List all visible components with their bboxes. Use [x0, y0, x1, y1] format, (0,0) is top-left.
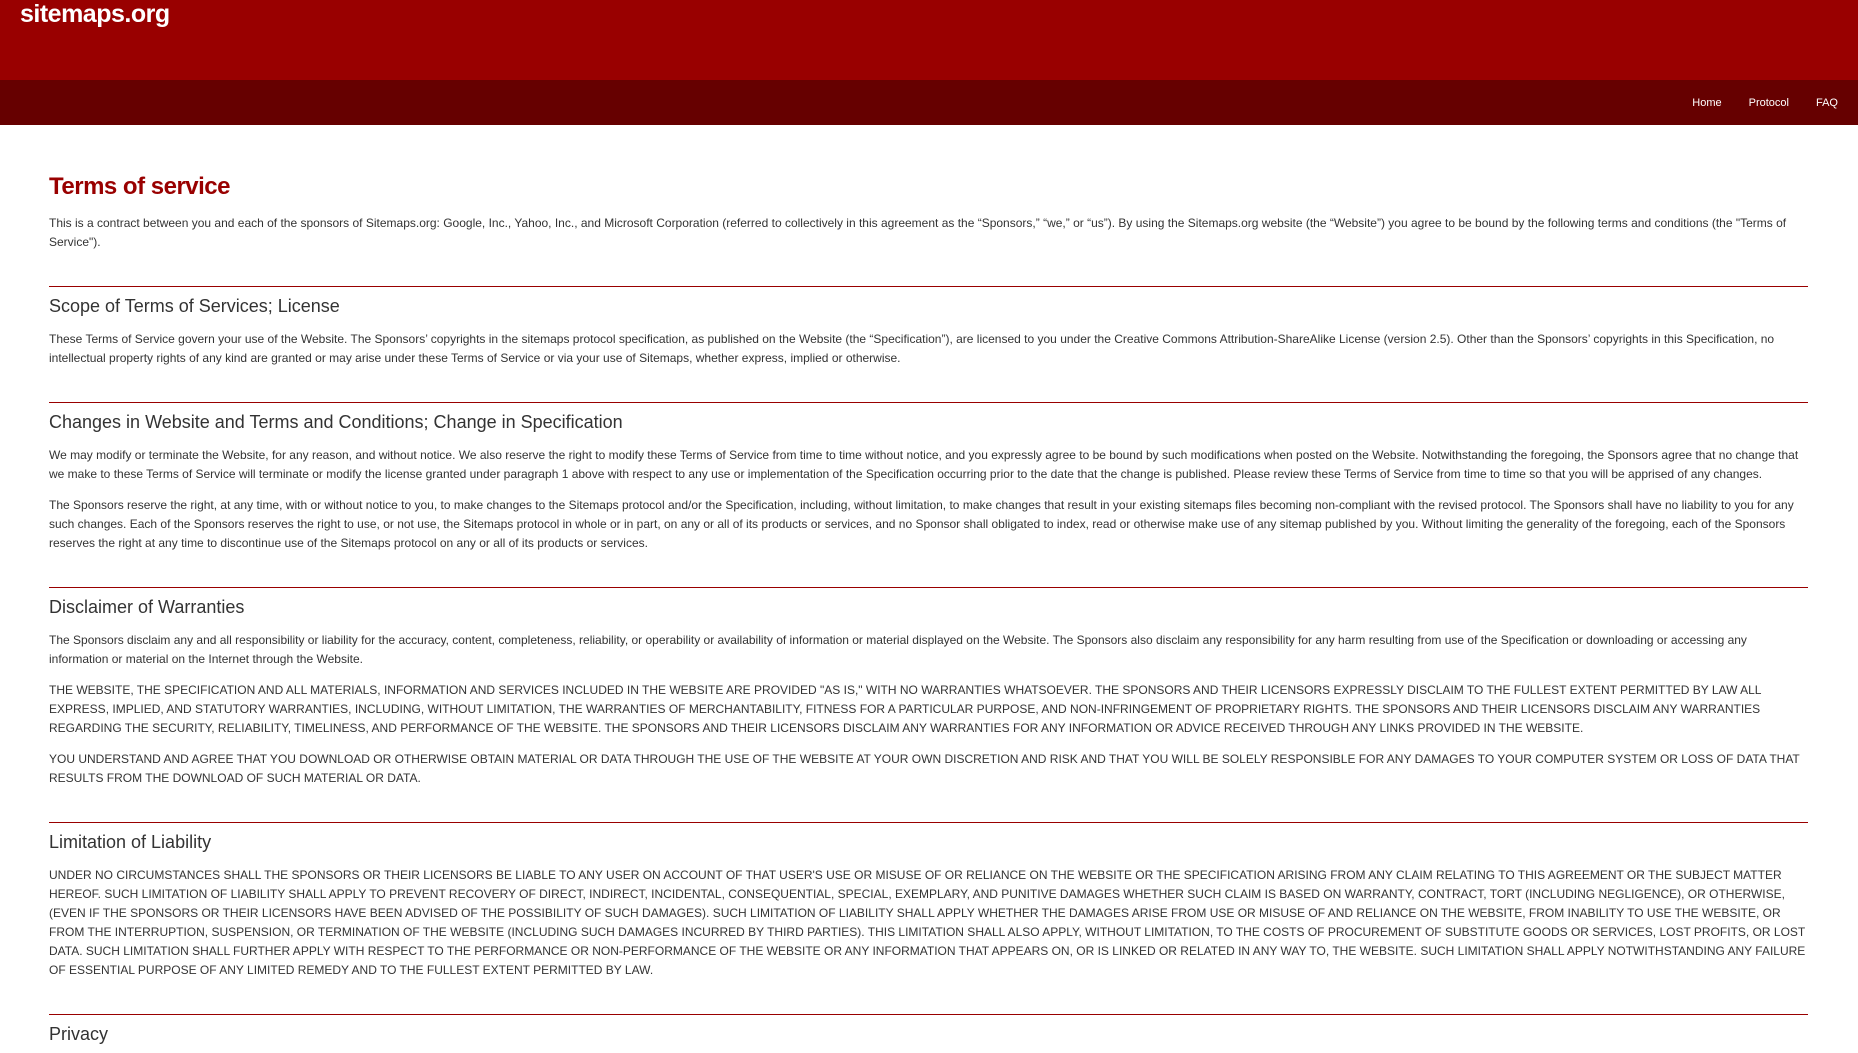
nav-faq-link[interactable]: FAQ: [1815, 96, 1838, 109]
section-heading: Limitation of Liability: [49, 832, 212, 852]
section-paragraph: The Sponsors disclaim any and all responsibility or liability for the accuracy, content, completeness, reliability, or operability or availability of information or material displayed on the Website. The Sponsors also disclaim any responsibility for any harm resulting from use of the Specification or downloading or accessing any information or material on the Internet through the Website.: [49, 633, 1747, 666]
section-heading: Disclaimer of Warranties: [49, 597, 245, 617]
nav-protocol-link[interactable]: Protocol: [1748, 96, 1789, 109]
main-content: [49, 170, 1808, 1047]
section-paragraph: UNDER NO CIRCUMSTANCES SHALL THE SPONSORS OR THEIR LICENSORS BE LIABLE TO ANY USER ON ACCOUNT OF THAT USER'S USE OR MISUSE OF OR RELIANCE ON THE WEBSITE OR THE SPECIFICATION ARISING FROM ANY CLAIM RELATING TO THIS AGREEMENT OR THE SUBJECT MATTER HEREOF. SUCH LIMITATION OF LIABILITY SHALL APPLY TO PREVENT RECOVERY OF DIRECT, INDIRECT, INCIDENTAL, CONSEQUENTIAL, SPECIAL, EXEMPLARY, AND PUNITIVE DAMAGES WHETHER SUCH CLAIM IS BASED ON WARRANTY, CONTRACT, TORT (INCLUDING NEGLIGENCE), OR OTHERWISE, (EVEN IF THE SPONSORS OR THEIR LICENSORS HAVE BEEN ADVISED OF THE POSSIBILITY OF SUCH DAMAGES). SUCH LIMITATION OF LIABILITY SHALL APPLY WHETHER THE DAMAGES ARISE FROM USE OR MISUSE OF AND RELIANCE ON THE WEBSITE, FROM INABILITY TO USE THE WEBSITE, OR FROM THE INTERRUPTION, SUSPENSION, OR TERMINATION OF THE WEBSITE (INCLUDING SUCH DAMAGES INCURRED BY THIRD PARTIES). THIS LIMITATION SHALL ALSO APPLY, WITHOUT LIMITATION, TO THE COSTS OF PROCUREMENT OF SUBSTITUTE GOODS OR SERVICES, LOST PROFITS, OR LOST DATA. SUCH LIMITATION SHALL FURTHER APPLY WITH RESPECT TO THE PERFORMANCE OR NON-PERFORMANCE OF THE WEBSITE OR ANY INFORMATION THAT APPEARS ON, OR IS LINKED OR RELATED IN ANY WAY TO, THE WEBSITE. SUCH LIMITATION SHALL APPLY NOTWITHSTANDING ANY FAILURE OF ESSENTIAL PURPOSE OF ANY LIMITED REMEDY AND TO THE FULLEST EXTENT PERMITTED BY LAW.: [49, 868, 1806, 977]
section-paragraph: THE WEBSITE, THE SPECIFICATION AND ALL MATERIALS, INFORMATION AND SERVICES INCLUDED IN THE WEBSITE ARE PROVIDED "AS IS," WITH NO WARRANTIES WHATSOEVER. THE SPONSORS AND THEIR LICENSORS EXPRESSLY DISCLAIM TO THE FULLEST EXTENT PERMITTED BY LAW ALL EXPRESS, IMPLIED, AND STATUTORY WARRANTIES, INCLUDING, WITHOUT LIMITATION, THE WARRANTIES OF MERCHANTABILITY, FITNESS FOR A PARTICULAR PURPOSE, AND NON-INFRINGEMENT OF PROPRIETARY RIGHTS. THE SPONSORS AND THEIR LICENSORS DISCLAIM ANY WARRANTIES REGARDING THE SECURITY, RELIABILITY, TIMELINESS, AND PERFORMANCE OF THE WEBSITE. THE SPONSORS AND THEIR LICENSORS DISCLAIM ANY WARRANTIES FOR ANY INFORMATION OR ADVICE RECEIVED THROUGH ANY LINKS PROVIDED IN THE WEBSITE.: [49, 683, 1761, 735]
page-title: Terms of service: [49, 173, 230, 200]
site-logo[interactable]: sitemaps.org: [20, 0, 170, 28]
site-header: [0, 0, 1858, 80]
nav-bar: [0, 80, 1858, 125]
section-paragraph: These Terms of Service govern your use of the Website. The Sponsors’ copyrights in the sitemaps protocol specification, as published on the Website (the “Specification”), are licensed to you under the Creative Commons Attribution-ShareAlike License (version 2.5). Other than the Sponsors’ copyrights in this Specification, no intellectual property rights of any kind are granted or may arise under these Terms of Service or via your use of Sitemaps, whether express, implied or otherwise.: [49, 332, 1775, 365]
section-paragraph: We may modify or terminate the Website, for any reason, and without notice. We also reserve the right to modify these Terms of Service from time to time without notice, and you expressly agree to be bound by such modifications when posted on the Website. Notwithstanding the foregoing, the Sponsors agree that no change that we make to these Terms of Service will terminate or modify the license granted under paragraph 1 above with respect to any use or implementation of the Specification occurring prior to the date that the change is published. Please review these Terms of Service from time to time so that you will be apprised of any changes.: [49, 448, 1799, 481]
section-changes: [49, 402, 1808, 553]
section-paragraph: The Sponsors reserve the right, at any time, with or without notice to you, to make changes to the Sitemaps protocol and/or the Specification, including, without limitation, to make changes that result in your existing sitemaps files becoming non-compliant with the revised protocol. The Sponsors shall have no liability to you for any such changes. Each of the Sponsors reserves the right to use, or not use, the Sitemaps protocol in whole or in part, on any or all of its products or services, and no Sponsor shall obligated to index, read or otherwise make use of any sitemap published by you. Without limiting the generality of the foregoing, each of the Sponsors reserves the right at any time to discontinue use of the Sitemaps protocol on any or all of its products or services.: [49, 498, 1794, 550]
section-disclaimer: [49, 587, 1808, 788]
intro-paragraph: This is a contract between you and each of the sponsors of Sitemaps.org: Google, Inc., Yahoo, Inc., and Microsoft Corporation (referred to collectively in this agreement as the “Sponsors,” “we,” or “us”). By using the Sitemaps.org website (the “Website”) you agree to be bound by the following terms and conditions (the "Terms of Service").: [49, 216, 1787, 249]
section-heading: Changes in Website and Terms and Conditions; Change in Specification: [49, 412, 623, 432]
section-paragraph: YOU UNDERSTAND AND AGREE THAT YOU DOWNLOAD OR OTHERWISE OBTAIN MATERIAL OR DATA THROUGH THE USE OF THE WEBSITE AT YOUR OWN DISCRETION AND RISK AND THAT YOU WILL BE SOLELY RESPONSIBLE FOR ANY DAMAGES TO YOUR COMPUTER SYSTEM OR LOSS OF DATA THAT RESULTS FROM THE DOWNLOAD OF SUCH MATERIAL OR DATA.: [49, 752, 1800, 785]
section-liability: [49, 822, 1808, 980]
nav-home-link[interactable]: Home: [1692, 96, 1722, 109]
main-nav: [1692, 80, 1838, 125]
section-privacy: [49, 1014, 1808, 1047]
section-heading: Privacy: [49, 1024, 109, 1044]
section-scope: [49, 286, 1808, 368]
section-heading: Scope of Terms of Services; License: [49, 296, 340, 316]
